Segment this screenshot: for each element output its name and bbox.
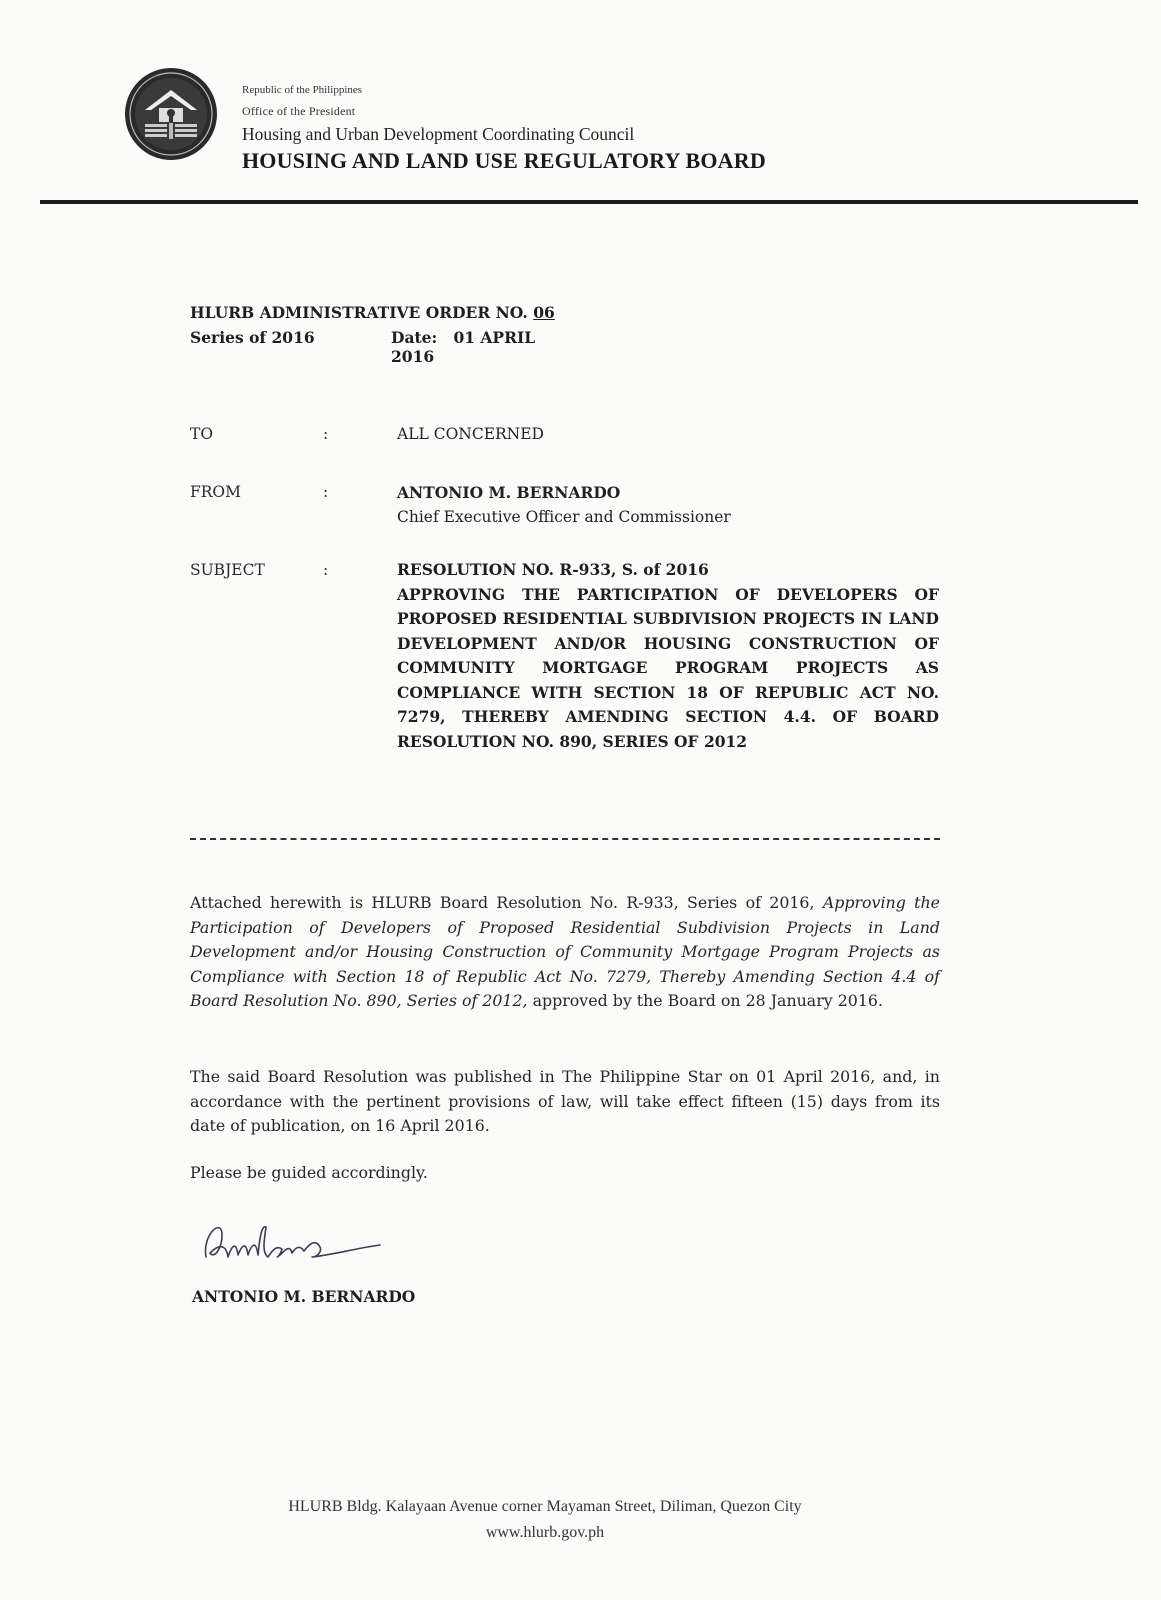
from-title: Chief Executive Officer and Commissioner <box>397 508 731 526</box>
to-colon: : <box>323 425 329 443</box>
p1-lead: Attached herewith is HLURB Board Resolution No. R-933, Series of 2016, <box>190 893 815 912</box>
p1-italic: Approving the Participation of Developers of Proposed Residential Subdivision Projects in Land Development and/or Housing Construction of Community Mortgage Program Projects as Compliance with Section 18 of Republic Act No. 7279, Thereby Amending Section 4.4 of Board Resolution No. 890, Series of 2012, <box>190 893 940 1010</box>
subject-title: RESOLUTION NO. R-933, S. of 2016 <box>397 560 709 579</box>
subject-label: SUBJECT <box>190 561 265 579</box>
from-name: ANTONIO M. BERNARDO <box>397 483 621 502</box>
letterhead-office: Office of the President <box>242 104 356 118</box>
hlurb-seal-icon <box>123 66 219 162</box>
order-label: HLURB ADMINISTRATIVE ORDER NO. <box>190 303 528 322</box>
signature-icon <box>192 1205 392 1275</box>
letterhead <box>242 84 766 174</box>
dashed-divider <box>190 838 940 840</box>
to-value: ALL CONCERNED <box>397 425 544 443</box>
footer <box>0 1494 1090 1546</box>
footer-website[interactable]: www.hlurb.gov.ph <box>485 1524 605 1541</box>
header-rule <box>40 200 1138 204</box>
subject-colon: : <box>323 561 329 579</box>
body-paragraph-3: Please be guided accordingly. <box>190 1163 428 1182</box>
order-series: Series of 2016 <box>190 328 315 347</box>
letterhead-agency: HOUSING AND LAND USE REGULATORY BOARD <box>242 148 766 173</box>
subject-text: APPROVING THE PARTICIPATION OF DEVELOPERS OF PROPOSED RESIDENTIAL SUBDIVISION PROJECTS IN LAND DEVELOPMENT AND/OR HOUSING CONSTRUCTION OF COMMUNITY MORTGAGE PROGRAM PROJECTS AS COMPLIANCE WITH SECTION 18 OF REPUBLIC ACT NO. 7279, THEREBY AMENDING SECTION 4.4. OF BOARD RESOLUTION NO. 890, SERIES OF 2012 <box>397 584 939 751</box>
order-number: 06 <box>533 303 555 322</box>
body-paragraph-2: The said Board Resolution was published in The Philippine Star on 01 April 2016, and, in accordance with the pertinent provisions of law, will take effect fifteen (15) days from its date of publication, on 16 April 2016. <box>190 1067 940 1135</box>
subject-block <box>397 558 939 754</box>
letterhead-council: Housing and Urban Development Coordinating Council <box>242 124 635 144</box>
p1-tail: approved by the Board on 28 January 2016. <box>532 991 883 1010</box>
letterhead-republic: Republic of the Philippines <box>242 84 363 96</box>
signatory-name: ANTONIO M. BERNARDO <box>192 1287 416 1306</box>
order-date-label: Date: <box>391 328 438 347</box>
from-label: FROM <box>190 483 242 501</box>
footer-address: HLURB Bldg. Kalayaan Avenue corner Mayaman Street, Diliman, Quezon City <box>288 1498 802 1515</box>
order-heading <box>190 303 555 366</box>
order-date: 01 APRIL 2016 <box>391 328 536 366</box>
to-label: TO <box>190 425 214 443</box>
body-paragraph-1 <box>190 891 940 1014</box>
from-colon: : <box>323 483 329 501</box>
